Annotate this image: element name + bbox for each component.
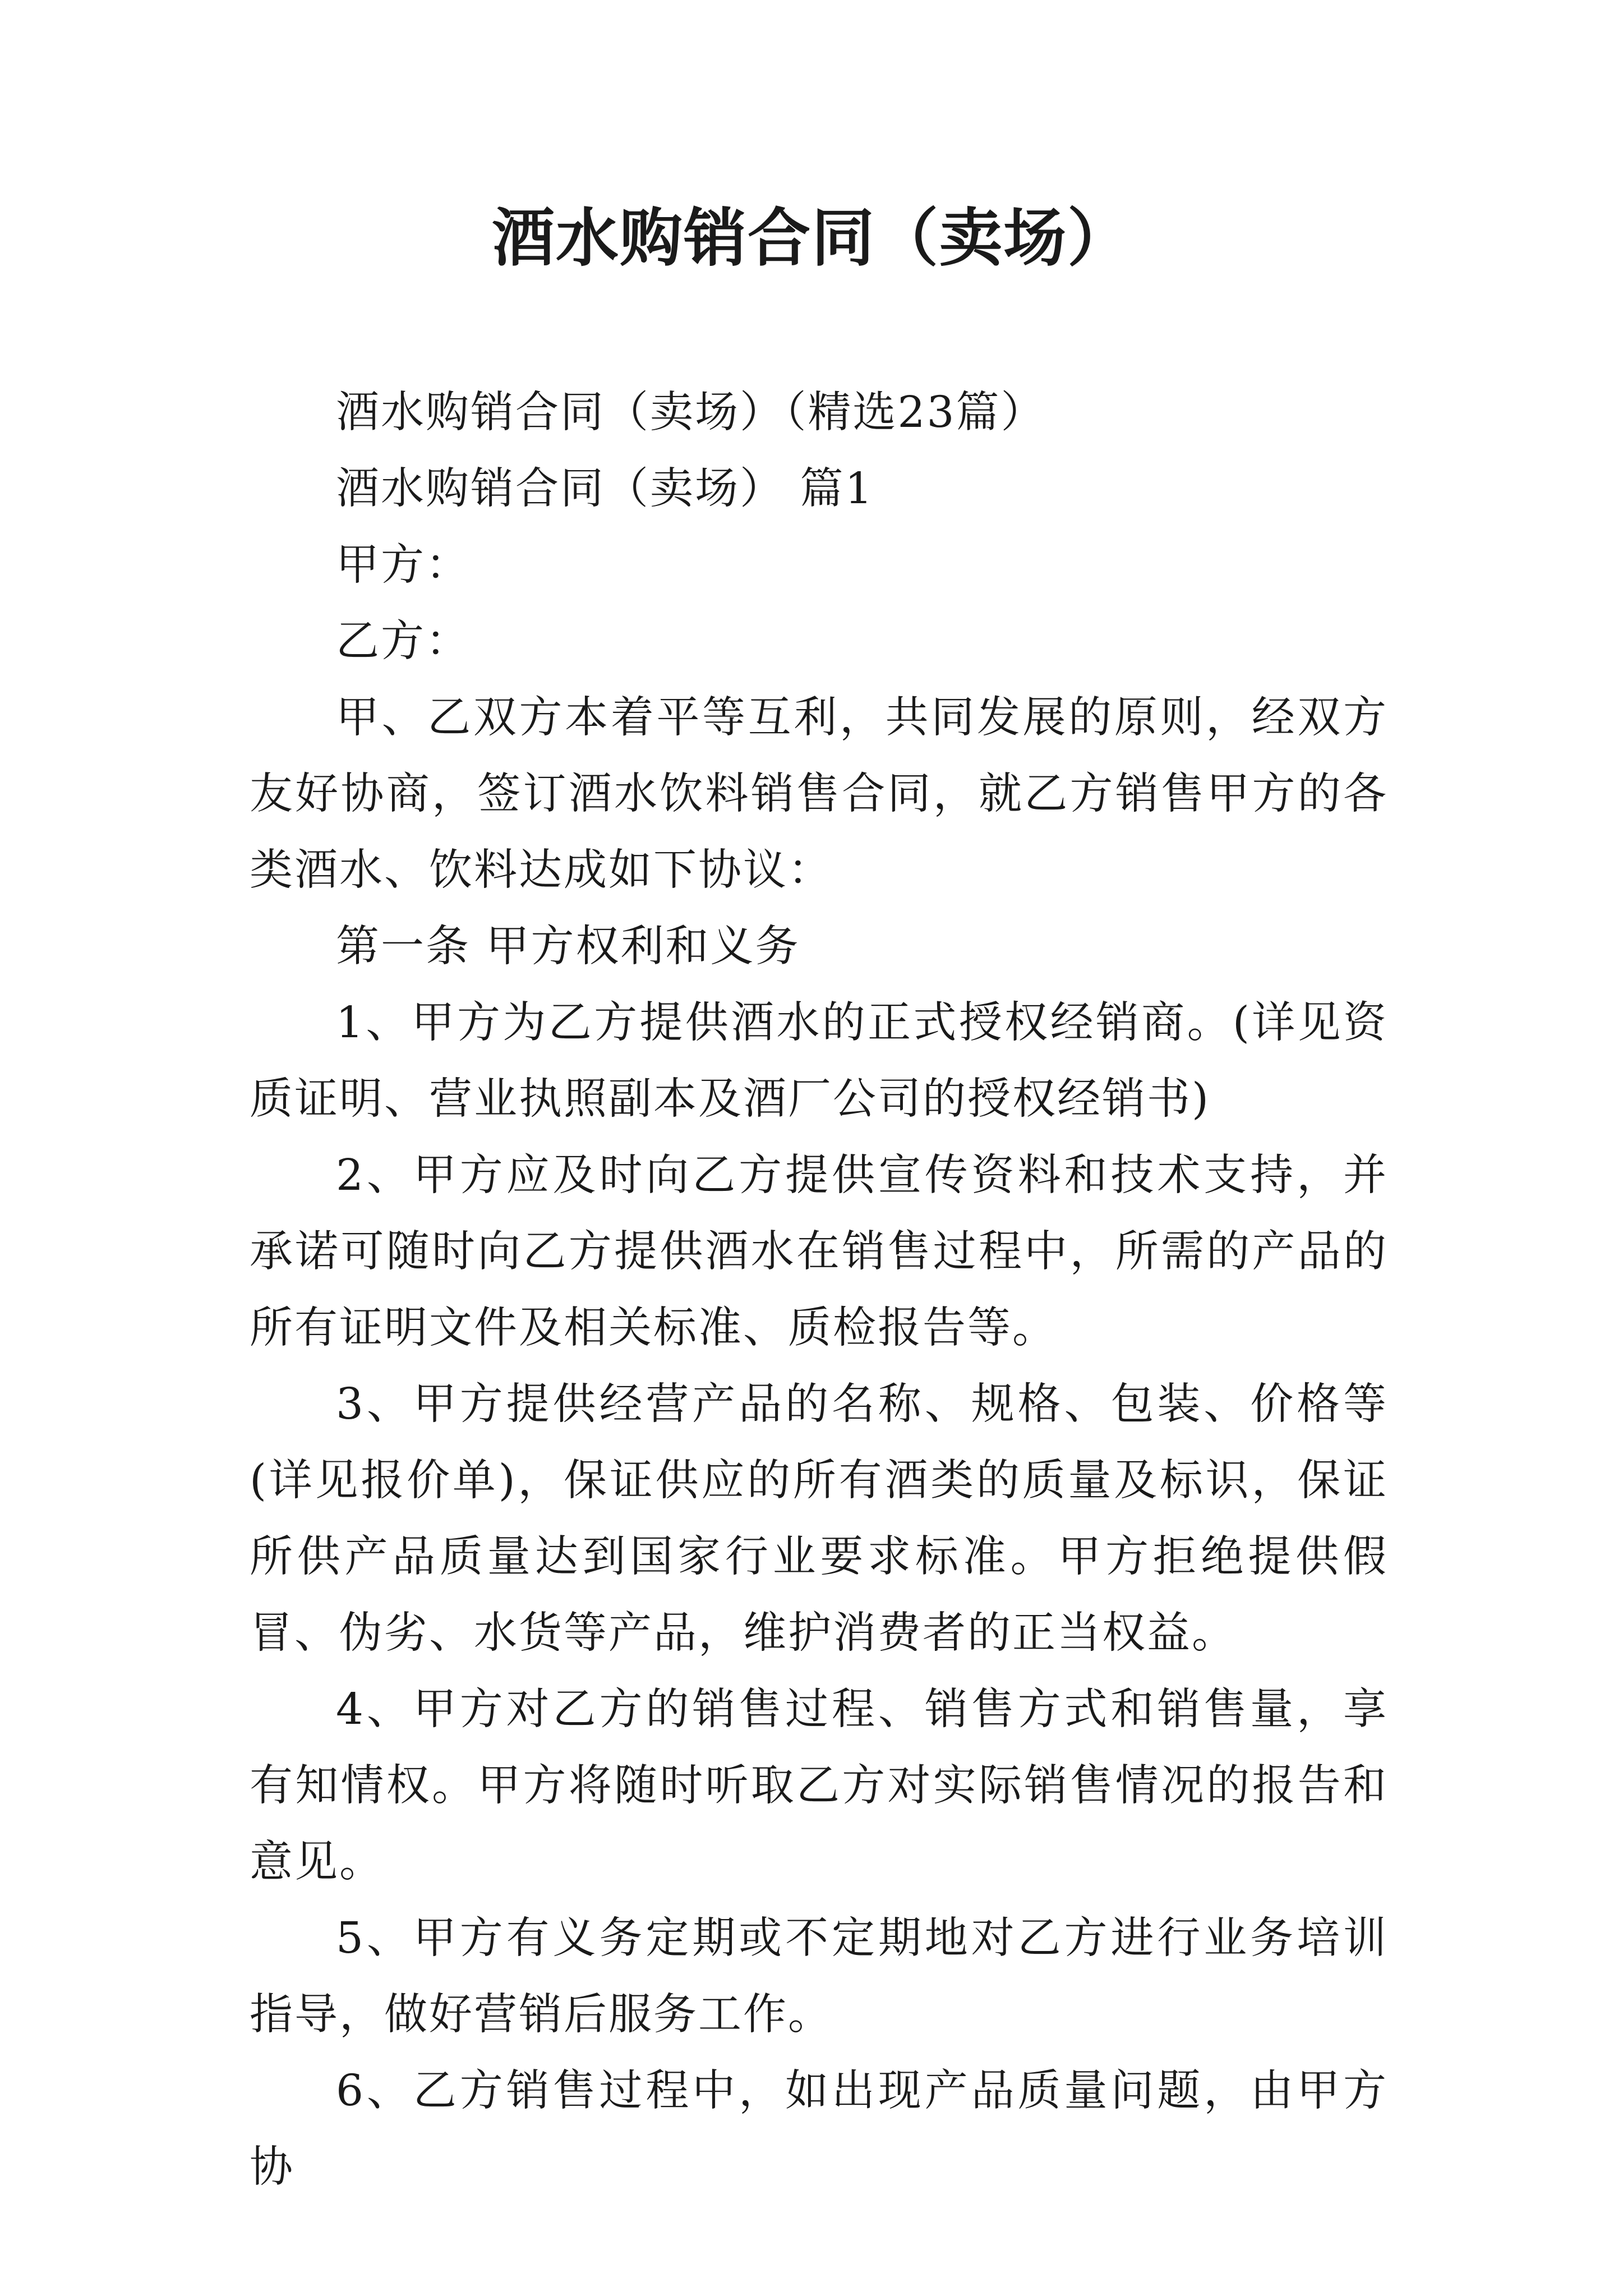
paragraph-article-1-heading: 第一条 甲方权利和义务 [336, 922, 800, 972]
paragraph-party-b: 乙方： [336, 616, 471, 666]
paragraph-clause-5: 5、甲方有义务定期或不定期地对乙方进行业务培训指导，做好营销后服务工作。 [250, 1913, 1388, 2040]
document-body [250, 375, 1388, 2206]
paragraph-party-a: 甲方： [336, 540, 471, 590]
paragraph-collection-title: 酒水购销合同（卖场）（精选23篇） [336, 388, 1046, 438]
paragraph-clause-3: 3、甲方提供经营产品的名称、规格、包装、价格等(详见报价单)，保证供应的所有酒类的质量及标识，保证所供产品质量达到国家行业要求标准。甲方拒绝提供假冒、伪劣、水货等产品，维护消费者的正当权益。 [250, 1379, 1388, 1658]
paragraph-section-heading: 酒水购销合同（卖场） 篇1 [336, 464, 874, 514]
document-title: 酒水购销合同（卖场） [492, 202, 1131, 275]
paragraph-clause-6: 6、乙方销售过程中，如出现产品质量问题，由甲方协 [250, 2066, 1388, 2192]
paragraph-clause-1: 1、甲方为乙方提供酒水的正式授权经销商。(详见资质证明、营业执照副本及酒厂公司的授权经销书) [250, 998, 1388, 1124]
paragraph-preamble: 甲、乙双方本着平等互利，共同发展的原则，经双方友好协商，签订酒水饮料销售合同，就乙方销售甲方的各类酒水、饮料达成如下协议： [250, 693, 1388, 895]
paragraph-clause-4: 4、甲方对乙方的销售过程、销售方式和销售量，享有知情权。甲方将随时听取乙方对实际销售情况的报告和意见。 [250, 1685, 1388, 1887]
paragraph-clause-2: 2、甲方应及时向乙方提供宣传资料和技术支持，并承诺可随时向乙方提供酒水在销售过程中，所需的产品的所有证明文件及相关标准、质检报告等。 [250, 1151, 1388, 1353]
